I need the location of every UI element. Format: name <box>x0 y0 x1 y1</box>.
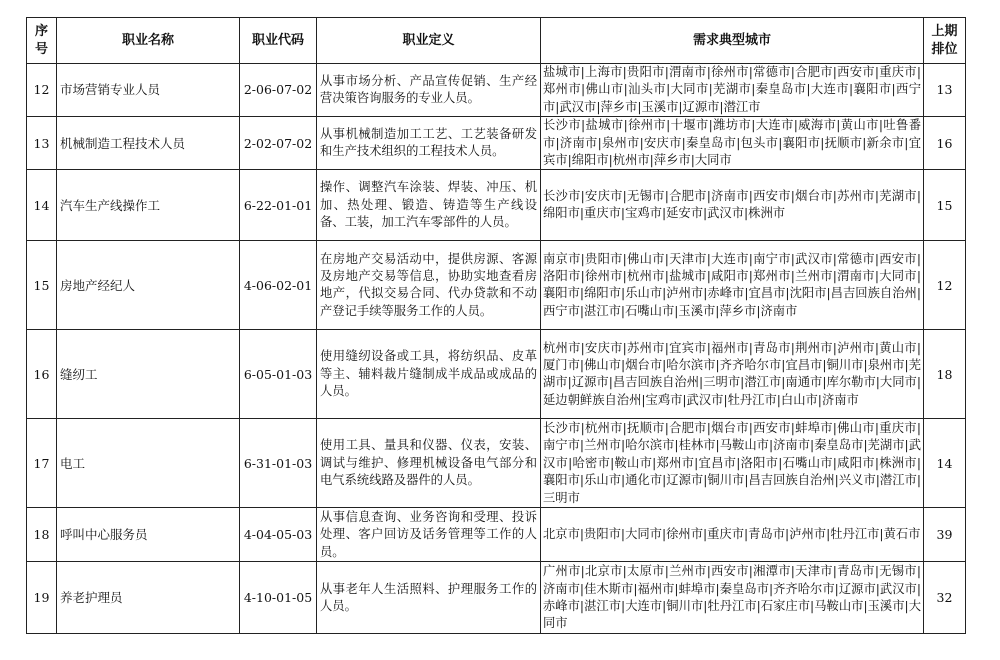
cell-occupation-name: 汽车生产线操作工 <box>57 170 240 241</box>
cell-demand-cities: 南京市|贵阳市|佛山市|天津市|大连市|南宁市|武汉市|常德市|西安市|洛阳市|徐州市|杭州市|盐城市|咸阳市|郑州市|兰州市|渭南市|大同市|襄阳市|绵阳市|乐山市|泸州市|赤峰市|宜昌市|沈阳市|昌吉回族自治州|西宁市|湛江市|石嘴山市|玉溪市|萍乡市|济南市 <box>541 241 924 330</box>
cell-occupation-name: 养老护理员 <box>57 562 240 634</box>
cell-demand-cities: 广州市|北京市|太原市|兰州市|西安市|湘潭市|天津市|青岛市|无锡市|济南市|佳木斯市|福州市|蚌埠市|秦皇岛市|齐齐哈尔市|辽源市|武汉市|赤峰市|湛江市|大连市|铜川市|牡丹江市|石家庄市|马鞍山市|玉溪市|大同市 <box>541 562 924 634</box>
cell-last-rank: 13 <box>924 64 966 117</box>
header-occupation-code: 职业代码 <box>240 18 317 64</box>
cell-demand-cities: 长沙市|盐城市|徐州市|十堰市|潍坊市|大连市|威海市|黄山市|吐鲁番市|济南市|泉州市|安庆市|秦皇岛市|包头市|襄阳市|抚顺市|新余市|宜宾市|绵阳市|杭州市|萍乡市|大同市 <box>541 117 924 170</box>
cell-occupation-name: 机械制造工程技术人员 <box>57 117 240 170</box>
cell-last-rank: 18 <box>924 330 966 419</box>
cell-demand-cities: 盐城市|上海市|贵阳市|渭南市|徐州市|常德市|合肥市|西安市|重庆市|郑州市|佛山市|汕头市|大同市|芜湖市|秦皇岛市|大连市|襄阳市|西宁市|武汉市|萍乡市|玉溪市|辽源市|潜江市 <box>541 64 924 117</box>
cell-seq: 12 <box>27 64 57 117</box>
cell-occupation-name: 缝纫工 <box>57 330 240 419</box>
cell-last-rank: 14 <box>924 419 966 508</box>
cell-seq: 19 <box>27 562 57 634</box>
cell-seq: 18 <box>27 508 57 562</box>
cell-last-rank: 16 <box>924 117 966 170</box>
cell-occupation-name: 电工 <box>57 419 240 508</box>
table-row <box>27 241 966 330</box>
header-demand-cities: 需求典型城市 <box>541 18 924 64</box>
cell-seq: 14 <box>27 170 57 241</box>
header-last-rank: 上期排位 <box>924 18 966 64</box>
cell-occupation-code: 6-31-01-03 <box>240 419 317 508</box>
cell-occupation-definition: 从事机械制造加工工艺、工艺装备研发和生产技术组织的工程技术人员。 <box>317 117 541 170</box>
cell-seq: 17 <box>27 419 57 508</box>
table-row <box>27 330 966 419</box>
cell-occupation-name: 市场营销专业人员 <box>57 64 240 117</box>
cell-last-rank: 12 <box>924 241 966 330</box>
cell-occupation-code: 4-10-01-05 <box>240 562 317 634</box>
cell-occupation-code: 6-22-01-01 <box>240 170 317 241</box>
table-header-row <box>27 18 966 64</box>
cell-occupation-name: 房地产经纪人 <box>57 241 240 330</box>
cell-occupation-code: 2-06-07-02 <box>240 64 317 117</box>
cell-last-rank: 39 <box>924 508 966 562</box>
header-occupation-name: 职业名称 <box>57 18 240 64</box>
table-body <box>27 64 966 634</box>
cell-last-rank: 15 <box>924 170 966 241</box>
cell-occupation-definition: 从事市场分析、产品宣传促销、生产经营决策咨询服务的专业人员。 <box>317 64 541 117</box>
cell-demand-cities: 长沙市|杭州市|抚顺市|合肥市|烟台市|西安市|蚌埠市|佛山市|重庆市|南宁市|兰州市|哈尔滨市|桂林市|马鞍山市|济南市|秦皇岛市|芜湖市|武汉市|哈密市|鞍山市|郑州市|宜昌市|洛阳市|石嘴山市|咸阳市|株洲市|襄阳市|乐山市|通化市|辽源市|铜川市|昌吉回族自治州|兴义市|潜江市|三明市 <box>541 419 924 508</box>
header-occupation-definition: 职业定义 <box>317 18 541 64</box>
cell-occupation-definition: 从事老年人生活照料、护理服务工作的人员。 <box>317 562 541 634</box>
cell-occupation-definition: 从事信息查询、业务咨询和受理、投诉处理、客户回访及话务管理等工作的人员。 <box>317 508 541 562</box>
cell-occupation-definition: 在房地产交易活动中，提供房源、客源及房地产交易等信息，协助实地查看房地产，代拟交易合同、代办贷款和不动产登记手续等服务工作的人员。 <box>317 241 541 330</box>
cell-demand-cities: 杭州市|安庆市|苏州市|宜宾市|福州市|青岛市|荆州市|泸州市|黄山市|厦门市|佛山市|烟台市|哈尔滨市|齐齐哈尔市|宜昌市|铜川市|泉州市|芜湖市|辽源市|昌吉回族自治州|三明市|潜江市|南通市|库尔勒市|大同市|延边朝鲜族自治州|宝鸡市|武汉市|牡丹江市|白山市|济南市 <box>541 330 924 419</box>
cell-last-rank: 32 <box>924 562 966 634</box>
cell-occupation-name: 呼叫中心服务员 <box>57 508 240 562</box>
header-seq: 序号 <box>27 18 57 64</box>
cell-occupation-definition: 使用工具、量具和仪器、仪表，安装、调试与维护、修理机械设备电气部分和电气系统线路及器件的人员。 <box>317 419 541 508</box>
cell-occupation-code: 4-04-05-03 <box>240 508 317 562</box>
cell-occupation-code: 6-05-01-03 <box>240 330 317 419</box>
cell-occupation-code: 2-02-07-02 <box>240 117 317 170</box>
table-row <box>27 562 966 634</box>
table-row <box>27 170 966 241</box>
table-row <box>27 117 966 170</box>
cell-occupation-code: 4-06-02-01 <box>240 241 317 330</box>
cell-demand-cities: 长沙市|安庆市|无锡市|合肥市|济南市|西安市|烟台市|苏州市|芜湖市|绵阳市|重庆市|宝鸡市|延安市|武汉市|株洲市 <box>541 170 924 241</box>
table-row <box>27 508 966 562</box>
cell-seq: 15 <box>27 241 57 330</box>
table-row <box>27 419 966 508</box>
cell-demand-cities: 北京市|贵阳市|大同市|徐州市|重庆市|青岛市|泸州市|牡丹江市|黄石市 <box>541 508 924 562</box>
occupation-demand-table <box>26 17 966 634</box>
cell-seq: 13 <box>27 117 57 170</box>
table-row <box>27 64 966 117</box>
cell-occupation-definition: 使用缝纫设备或工具，将纺织品、皮革等主、辅料裁片缝制成半成品或成品的人员。 <box>317 330 541 419</box>
cell-seq: 16 <box>27 330 57 419</box>
cell-occupation-definition: 操作、调整汽车涂装、焊装、冲压、机加、热处理、锻造、铸造等生产线设备、工装，加工汽车零部件的人员。 <box>317 170 541 241</box>
